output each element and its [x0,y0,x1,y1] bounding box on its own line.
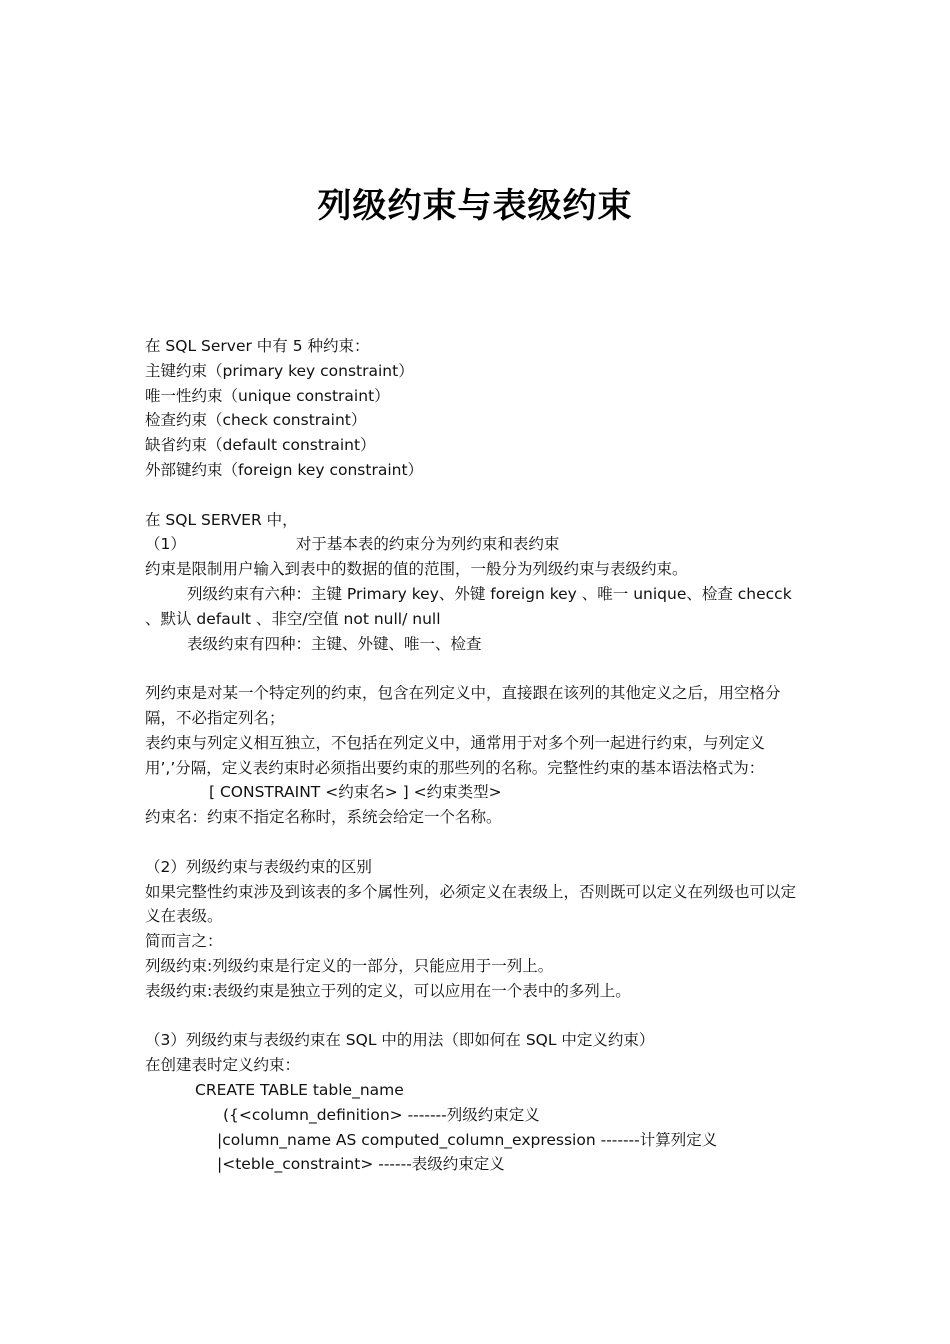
paragraph-line: 列级约束有六种：主键 Primary key、外键 foreign key 、唯一 unique、检查 checck [187,584,792,603]
paragraph-line: 在 SQL Server 中有 5 种约束： [145,337,370,355]
paragraph-line: 表级约束:表级约束是独立于列的定义，可以应用在一个表中的多列上。 [145,981,631,1000]
paragraph-line: 列级约束:列级约束是行定义的一部分，只能应用于一列上。 [145,956,554,975]
code-line: |column_name AS computed_column_expression -------计算列定义 [217,1130,718,1149]
blank-line [145,1004,810,1029]
section-heading-3: （3）列级约束与表级约束在 SQL 中的用法（即如何在 SQL 中定义约束） [145,1031,655,1050]
paragraph-line: 在创建表时定义约束： [145,1056,301,1075]
section-heading-2: （2）列级约束与表级约束的区别 [145,857,372,876]
syntax-line: [ CONSTRAINT <约束名> ] <约束类型> [209,783,502,802]
paragraph: 表约束与列定义相互独立，不包括在列定义中，通常用于对多个列一起进行约束，与列定义用’,’分隔，定义表约束时必须指出要约束的那些列的名称。完整性约束的基本语法格式为： [145,733,766,777]
list-item: 外部键约束（foreign key constraint） [145,460,424,479]
code-line: CREATE TABLE table_name [195,1080,404,1099]
paragraph: 列约束是对某一个特定列的约束，包含在列定义中，直接跟在该列的其他定义之后，用空格分隔，不必指定列名； [145,684,781,727]
blank-line [145,483,810,508]
list-item: 缺省约束（default constraint） [145,436,376,455]
document-title: 列级约束与表级约束 [317,186,633,226]
paragraph-line: 约束是限制用户输入到表中的数据的值的范围，一般分为列级约束与表级约束。 [145,560,688,579]
code-line: ({<column_definition> -------列级约束定义 [223,1105,540,1124]
code-line: |<teble_constraint> ------表级约束定义 [217,1155,505,1174]
list-item: 检查约束（check constraint） [145,411,367,430]
list-item: 唯一性约束（unique constraint） [145,386,390,405]
paragraph-line: 约束名：约束不指定名称时，系统会给定一个名称。 [145,808,502,827]
paragraph-line: 在 SQL SERVER 中， [145,510,298,529]
section-heading-1 [145,532,810,557]
paragraph-line: 、默认 default 、非空/空值 not null/ null [145,609,441,628]
paragraph: 如果完整性约束涉及到该表的多个属性列，必须定义在表级上，否则既可以定义在列级也可以定义在表级。 [145,882,797,926]
blank-line [145,830,810,855]
paragraph-line: 表级约束有四种：主键、外键、唯一、检查 [187,634,482,653]
blank-line [145,656,810,681]
paragraph-line: 简而言之： [145,932,223,951]
document-body [145,334,810,1177]
section-heading-text: 对于基本表的约束分为列约束和表约束 [295,535,560,554]
section-number: （1） [145,535,186,554]
list-item: 主键约束（primary key constraint） [145,361,414,380]
